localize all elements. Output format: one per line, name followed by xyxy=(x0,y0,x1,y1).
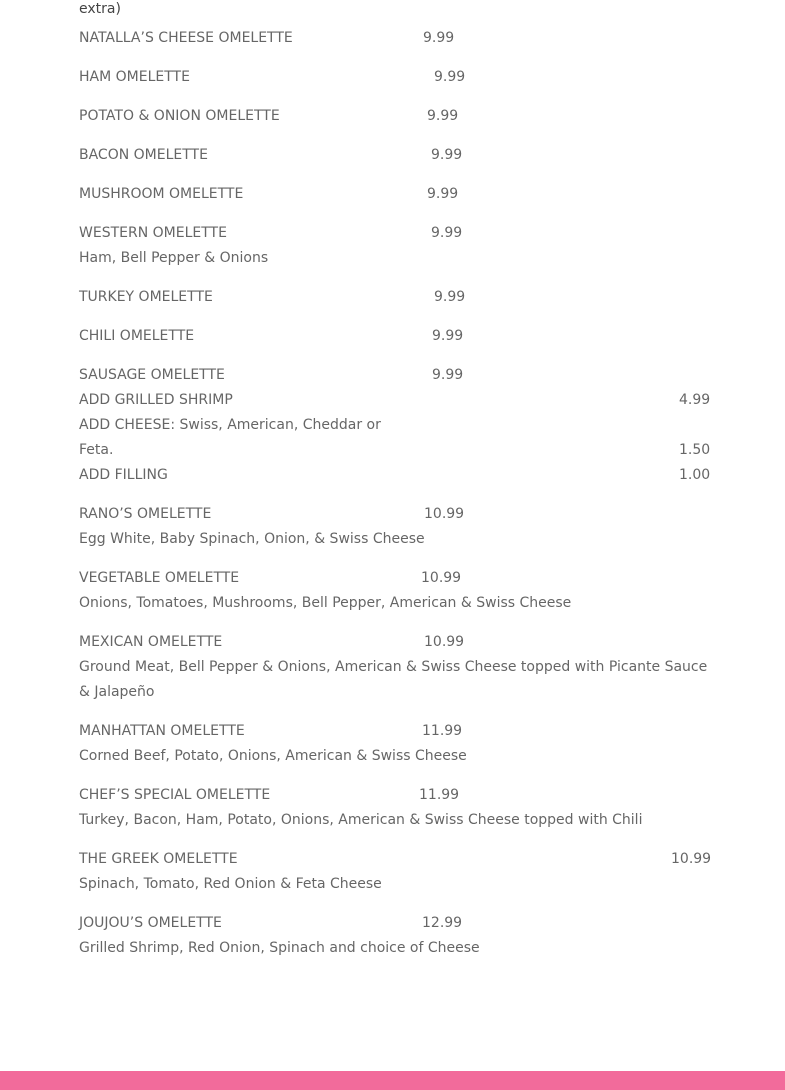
menu-item xyxy=(79,438,709,463)
menu-item-price: 10.99 xyxy=(671,851,712,867)
menu-item-price: 10.99 xyxy=(421,570,462,586)
menu-item-name: HAM OMELETTE xyxy=(79,69,190,85)
menu-item-price: 9.99 xyxy=(427,186,459,202)
menu-item-name: MEXICAN OMELETTE xyxy=(79,634,223,650)
menu-item xyxy=(79,463,709,488)
menu-item-price: 10.99 xyxy=(424,506,465,522)
menu-item-description: Egg White, Baby Spinach, Onion, & Swiss Cheese xyxy=(79,531,425,547)
intro-note-tail: extra) xyxy=(79,1,121,17)
menu-item-name: CHILI OMELETTE xyxy=(79,328,195,344)
menu-item-description: Turkey, Bacon, Ham, Potato, Onions, American & Swiss Cheese topped with Chili xyxy=(79,812,643,828)
menu-item-price: 9.99 xyxy=(434,289,466,305)
menu-item-price: 11.99 xyxy=(422,723,463,739)
menu-item xyxy=(79,630,709,655)
menu-item-price: 9.99 xyxy=(423,30,455,46)
menu-item-description: Ground Meat, Bell Pepper & Onions, American & Swiss Cheese topped with Picante Sauce & Jalapeño xyxy=(79,659,708,700)
menu-item-description: Corned Beef, Potato, Onions, American & Swiss Cheese xyxy=(79,748,467,764)
menu-item-price: 9.99 xyxy=(431,147,463,163)
menu-item-price: 4.99 xyxy=(679,392,711,408)
menu-item-name: TURKEY OMELETTE xyxy=(79,289,213,305)
menu-item-name: MANHATTAN OMELETTE xyxy=(79,723,245,739)
menu-item xyxy=(79,566,709,591)
menu-item xyxy=(79,911,709,936)
menu-item-name: Feta. xyxy=(79,442,114,458)
menu-item-name: ADD GRILLED SHRIMP xyxy=(79,392,233,408)
menu-item-price: 9.99 xyxy=(427,108,459,124)
menu-item-price: 11.99 xyxy=(419,787,460,803)
menu-item-name: CHEF’S SPECIAL OMELETTE xyxy=(79,787,271,803)
menu-item xyxy=(79,221,709,246)
menu-item xyxy=(79,26,709,51)
menu-item-description: Spinach, Tomato, Red Onion & Feta Cheese xyxy=(79,876,382,892)
menu-item-price: 9.99 xyxy=(432,328,464,344)
menu-item-name: RANO’S OMELETTE xyxy=(79,506,212,522)
menu-item xyxy=(79,143,709,168)
menu-item-name: JOUJOU’S OMELETTE xyxy=(79,915,222,931)
menu-item-name: ADD CHEESE: Swiss, American, Cheddar or xyxy=(79,417,381,433)
intro-note xyxy=(79,0,719,20)
menu-item-price: 10.99 xyxy=(424,634,465,650)
footer-accent-bar xyxy=(0,1071,785,1090)
menu-item-price: 1.00 xyxy=(679,467,711,483)
menu-item-description: Ham, Bell Pepper & Onions xyxy=(79,250,269,266)
menu-item-price: 9.99 xyxy=(431,225,463,241)
menu-item-name: NATALLA’S CHEESE OMELETTE xyxy=(79,30,293,46)
menu-item xyxy=(79,363,709,388)
menu-item-price: 1.50 xyxy=(679,442,711,458)
menu-item xyxy=(79,502,709,527)
menu-item-name: VEGETABLE OMELETTE xyxy=(79,570,240,586)
menu-item-price: 9.99 xyxy=(434,69,466,85)
menu-item-name: ADD FILLING xyxy=(79,467,168,483)
menu-item-description: Grilled Shrimp, Red Onion, Spinach and choice of Cheese xyxy=(79,940,480,956)
menu-item xyxy=(79,104,709,129)
menu-item xyxy=(79,847,712,872)
menu-item-description: Onions, Tomatoes, Mushrooms, Bell Pepper, American & Swiss Cheese xyxy=(79,595,572,611)
menu-item-price: 12.99 xyxy=(422,915,463,931)
menu-item-name: POTATO & ONION OMELETTE xyxy=(79,108,280,124)
menu-item-name: MUSHROOM OMELETTE xyxy=(79,186,244,202)
menu-item xyxy=(79,65,709,90)
menu-item xyxy=(79,783,709,808)
menu-item-name: SAUSAGE OMELETTE xyxy=(79,367,225,383)
menu-item xyxy=(79,285,709,310)
menu-item-price: 9.99 xyxy=(432,367,464,383)
menu-item-name: WESTERN OMELETTE xyxy=(79,225,227,241)
menu-item xyxy=(79,719,709,744)
menu-item xyxy=(79,388,709,413)
menu-item-name: THE GREEK OMELETTE xyxy=(79,851,238,867)
menu-item xyxy=(79,413,709,438)
menu-item-name: BACON OMELETTE xyxy=(79,147,208,163)
menu-item xyxy=(79,324,709,349)
menu-item xyxy=(79,182,709,207)
